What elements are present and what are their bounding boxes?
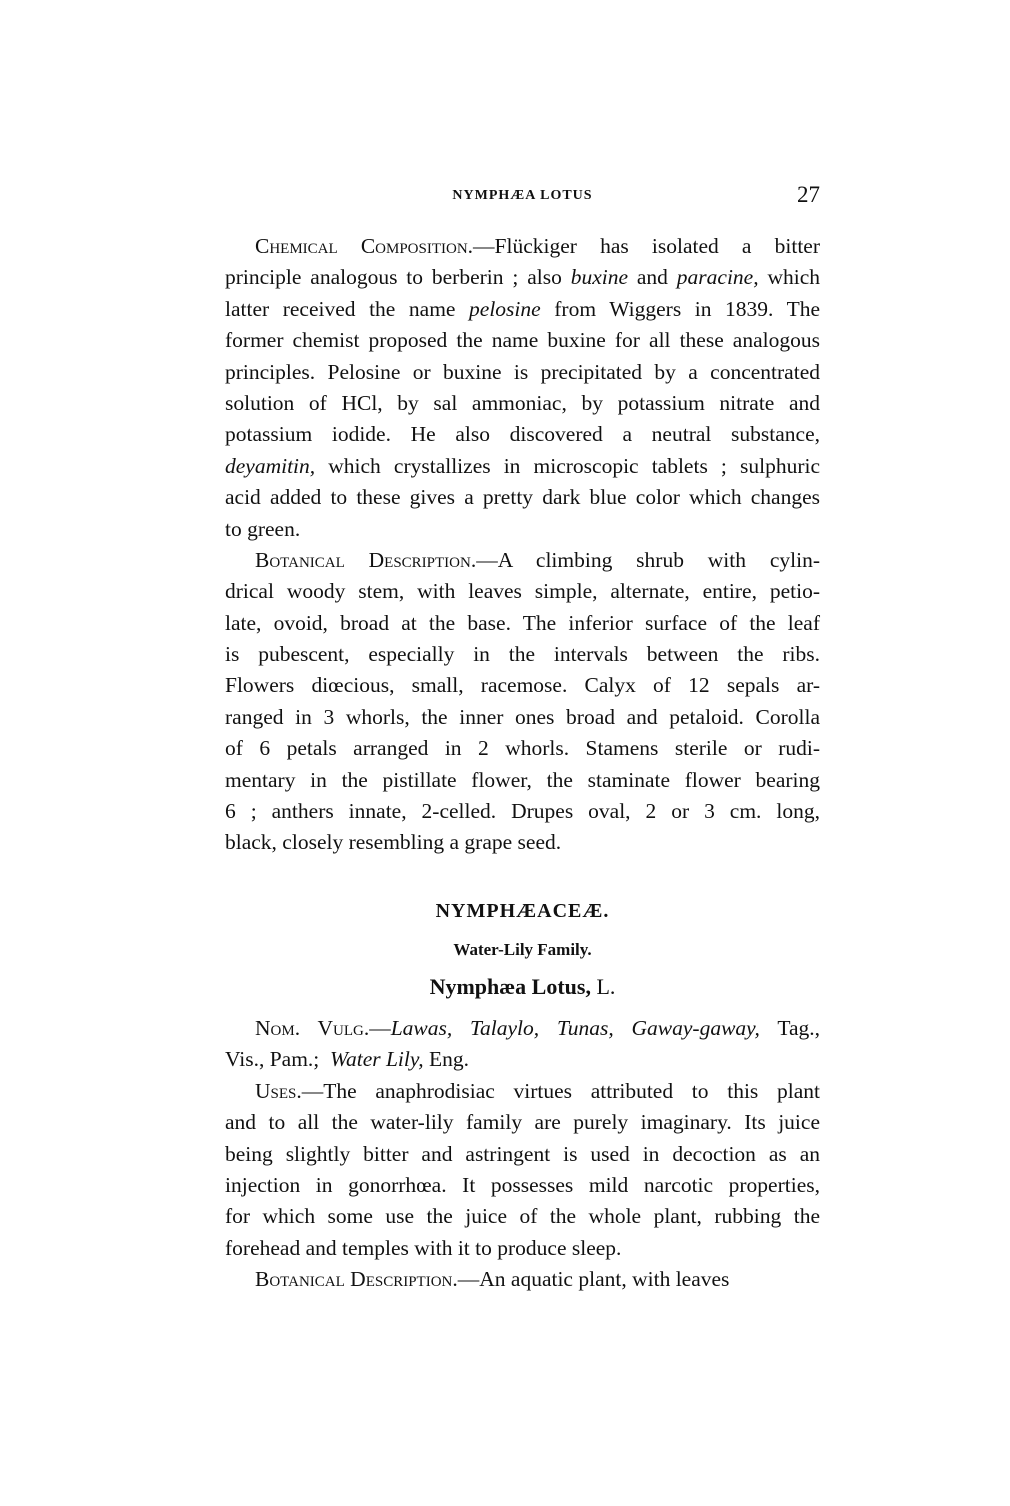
section-label: Chemical Composition. — [255, 234, 474, 258]
text-run: principles. Pelosine or buxine is precipitated by a concentrated — [225, 359, 820, 384]
text-line — [225, 702, 820, 733]
text-run: of 6 petals arranged in 2 whorls. Stamens sterile or rudi- — [225, 736, 820, 761]
text-run: — — [369, 1016, 391, 1040]
text-block-bottom — [225, 1013, 820, 1296]
text-line — [225, 670, 820, 701]
section-label: Botanical Description. — [255, 547, 477, 572]
page-number: 27 — [797, 182, 820, 207]
text-run: is pubescent, especially in the intervals between the ribs. — [225, 642, 820, 667]
text-line — [225, 514, 820, 545]
text-line — [225, 1233, 820, 1264]
paragraph — [225, 1013, 820, 1076]
text-line — [225, 262, 820, 293]
species-heading — [225, 974, 820, 1000]
text-run: —An aquatic plant, with leaves — [457, 1267, 730, 1292]
text-line — [225, 576, 820, 607]
running-title: NYMPHÆA LOTUS — [452, 188, 593, 203]
text-run: late, ovoid, broad at the base. The inferior surface of the leaf — [225, 610, 820, 635]
text-run: drical woody stem, with leaves simple, alternate, entire, petio- — [225, 579, 820, 604]
section-label: Uses. — [255, 1078, 302, 1103]
text-run: solution of HCl, by sal ammoniac, by potassium nitrate and — [225, 390, 820, 415]
text-run: forehead and temples with it to produce sleep. — [225, 1235, 622, 1260]
text-line — [225, 1044, 820, 1075]
text-line — [225, 388, 820, 419]
text-line — [225, 827, 820, 858]
text-line — [225, 733, 820, 764]
text-run: from Wiggers in 1839. The — [540, 296, 820, 321]
text-run: Tag., — [759, 1016, 820, 1040]
text-run: acid added to these gives a pretty dark blue color which changes — [225, 485, 820, 510]
species-author: L. — [590, 974, 616, 999]
text-line — [225, 1201, 820, 1232]
text-run: and — [628, 265, 677, 290]
text-run: Vis., Pam.; — [225, 1047, 331, 1072]
section-label: Botanical Description. — [255, 1267, 458, 1292]
italic-term: buxine — [570, 265, 629, 290]
text-run: —Flückiger has isolated a bitter — [473, 234, 820, 258]
text-line — [225, 357, 820, 388]
text-run: mentary in the pistillate flower, the staminate flower bearing — [225, 767, 820, 792]
text-line — [225, 608, 820, 639]
italic-term: Lawas, Talaylo, Tunas, Gaway-gaway, — [390, 1016, 760, 1040]
text-run: principle analogous to berberin ; also — [225, 265, 571, 290]
text-line — [225, 545, 820, 576]
text-run: —A climbing shrub with cylin- — [476, 547, 820, 572]
text-run: which crystallizes in microscopic tablets ; sulphuric — [315, 453, 820, 478]
text-run: black, closely resembling a grape seed. — [225, 830, 562, 855]
text-run: former chemist proposed the name buxine for all these analogous — [225, 328, 820, 353]
text-run: potassium iodide. He also discovered a neutral substance, — [225, 422, 820, 447]
text-run: to green. — [225, 516, 301, 541]
section-label: Nom. Vulg. — [255, 1016, 370, 1040]
text-run: ranged in 3 whorls, the inner ones broad and petaloid. Corolla — [225, 704, 820, 729]
text-run: which — [758, 265, 820, 290]
text-run: Flowers diœcious, small, racemose. Calyx of 12 sepals ar- — [225, 673, 820, 698]
text-line — [225, 294, 820, 325]
family-heading: NYMPHÆACEÆ. — [435, 900, 610, 922]
paragraph — [225, 1076, 820, 1264]
text-line — [225, 1013, 820, 1044]
text-line — [225, 1076, 820, 1107]
text-block-top — [225, 231, 820, 859]
running-header — [225, 182, 820, 212]
text-line — [225, 419, 820, 450]
text-line — [225, 1170, 820, 1201]
text-line — [225, 482, 820, 513]
paragraph — [225, 1264, 820, 1295]
italic-term: deyamitin, — [225, 453, 316, 478]
family-common-name: Water-Lily Family. — [453, 940, 592, 959]
italic-term: pelosine — [469, 296, 541, 321]
italic-term: Water Lily, — [330, 1047, 424, 1072]
text-run: for which some use the juice of the whole plant, rubbing the — [225, 1204, 820, 1229]
text-line — [225, 765, 820, 796]
text-run: being slightly bitter and astringent is used in decoction as an — [225, 1141, 820, 1166]
text-run: and to all the water-lily family are purely imaginary. Its juice — [225, 1110, 820, 1135]
text-run: latter received the name — [225, 296, 470, 321]
text-line — [225, 231, 820, 262]
text-run: injection in gonorrhœa. It possesses mild narcotic properties, — [225, 1172, 820, 1197]
text-line — [225, 1139, 820, 1170]
text-line — [225, 451, 820, 482]
species-name: Nymphæa Lotus, — [429, 974, 591, 999]
text-line — [225, 1107, 820, 1138]
text-run: Eng. — [423, 1047, 470, 1072]
paragraph — [225, 231, 820, 545]
text-run: 6 ; anthers innate, 2-celled. Drupes oval, 2 or 3 cm. long, — [225, 799, 820, 824]
text-line — [225, 639, 820, 670]
text-line — [225, 1264, 820, 1295]
italic-term: paracine, — [676, 265, 759, 290]
text-line — [225, 796, 820, 827]
paragraph — [225, 545, 820, 859]
text-run: —The anaphrodisiac virtues attributed to this plant — [301, 1078, 820, 1103]
text-line — [225, 325, 820, 356]
